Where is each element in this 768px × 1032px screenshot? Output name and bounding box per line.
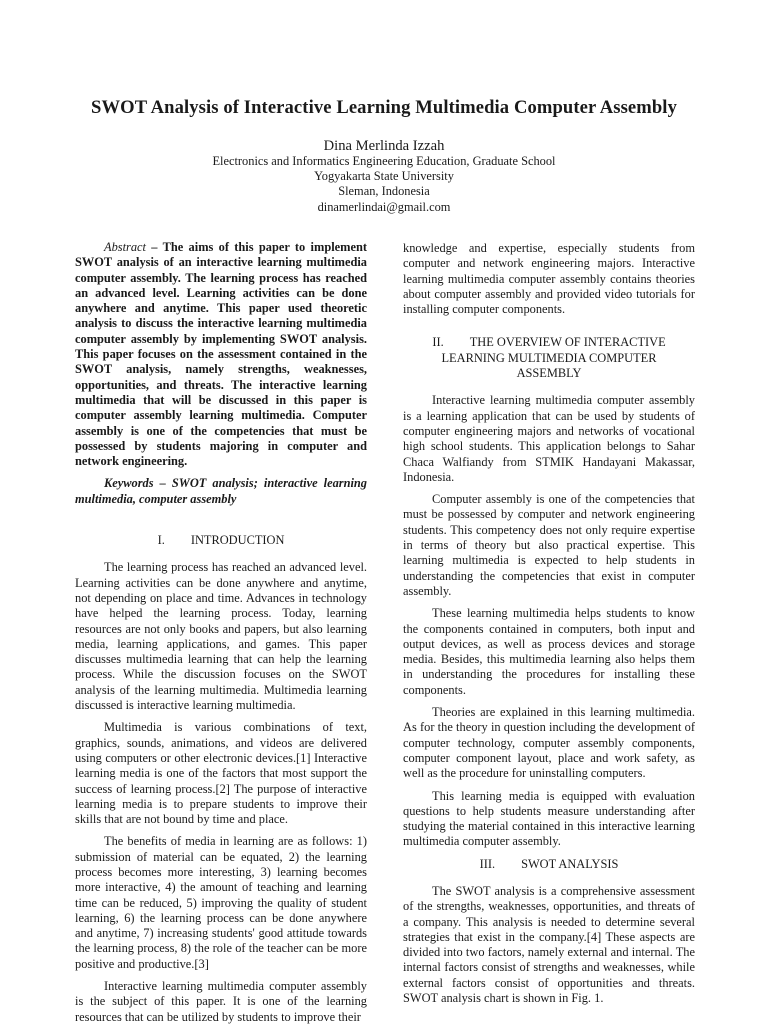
affiliation-location: Sleman, Indonesia	[338, 184, 430, 199]
section-title: SWOT ANALYSIS	[521, 856, 619, 871]
intro-paragraph-4-continued: knowledge and expertise, especially students from computer and network engineering majors. Interactive learning multimedia computer assembly contains theories about computer assembly and provided video tutorials for installing computer components.	[403, 241, 695, 317]
overview-paragraph-4: Theories are explained in this learning multimedia. As for the theory in question including the development of computer technology, computer assembly components, computer component layout, place and work safety, as well as the procedure for uninstalling computers.	[403, 705, 695, 781]
section-heading-overview	[403, 335, 695, 381]
overview-paragraph-3: These learning multimedia helps students to know the components contained in computers, both input and output devices, as well as process devices and storage media. Besides, this multimedia learning also helps them in understanding the procedures for installing these components.	[403, 606, 695, 697]
right-column	[403, 241, 695, 1013]
section-number: I.	[157, 533, 165, 548]
swot-paragraph-1: The SWOT analysis is a comprehensive assessment of the strengths, weaknesses, opportunities, and threats of a company. This analysis is needed to determine several strategies that exist in the company.[4] These aspects are divided into two factors, namely external and internal. The internal factors consist of strengths and weaknesses, while external factors consist of opportunities and threats. SWOT analysis chart is shown in Fig. 1.	[403, 883, 695, 1006]
author-email: dinamerlindai@gmail.com	[317, 199, 451, 214]
overview-paragraph-2: Computer assembly is one of the competencies that must be possessed by computer and network engineering students. This competency does not only require expertise in terms of theory but also practical expertise. This learning multimedia is expected to help students in understanding the competencies that exist in computer assembly.	[403, 492, 695, 598]
intro-paragraph-1: The learning process has reached an advanced level. Learning activities can be done anywhere and anytime, not depending on place and time. Advances in technology have helped the learning process. Today, learning resources are not only books and papers, but also learning media, learning applications, and games. This paper discusses multimedia learning that can help the learning process. While the discussion focuses on the SWOT analysis of the learning multimedia. Multimedia learning discussed is interactive learning multimedia.	[75, 560, 367, 713]
overview-paragraph-5: This learning media is equipped with evaluation questions to help students measure understanding after studying the material contained in this interactive learning multimedia computer assembly.	[403, 788, 695, 849]
intro-paragraph-3: The benefits of media in learning are as follows: 1) submission of material can be equated, 2) the learning process becomes more interesting, 3) learning becomes more interactive, 4) the amount of teaching and learning time can be reduced, 5) improving the quality of student learning, 6) the learning process can be done anywhere and anytime, 7) increasing students' good attitude towards the learning process, 8) the role of the teacher can be more positive and productive.[3]	[75, 834, 367, 971]
section-number: II.	[432, 335, 444, 350]
section-title-line-1: THE OVERVIEW OF INTERACTIVE	[469, 335, 666, 350]
left-column	[75, 240, 367, 1032]
paper-title: SWOT Analysis of Interactive Learning Multimedia Computer Assembly	[91, 97, 677, 118]
abstract-dash: –	[146, 240, 163, 254]
author-name: Dina Merlinda Izzah	[323, 138, 445, 154]
overview-paragraph-1: Interactive learning multimedia computer assembly is a learning application that can be used by students of computer engineering majors and networks of vocational high school students. This application belongs to Sahar Chaca Walfiandy from STMIK Handayani Makassar, Indonesia.	[403, 393, 695, 484]
section-title-line-3: ASSEMBLY	[516, 366, 582, 381]
section-heading-swot-analysis	[403, 857, 695, 872]
affiliation-department: Electronics and Informatics Engineering Education, Graduate School	[212, 154, 556, 168]
abstract	[75, 240, 367, 469]
intro-paragraph-4: Interactive learning multimedia computer assembly is the subject of this paper. It is one of the learning resources that can be utilized by students to improve their	[75, 979, 367, 1024]
affiliation-university: Yogyakarta State University	[314, 169, 454, 184]
intro-paragraph-2: Multimedia is various combinations of text, graphics, sounds, animations, and videos are delivered using computers or other electronic devices.[1] Interactive learning media is one of the factors that most support the success of learning process.[2] The purpose of interactive learning media is to prepare students to improve their skills that are not bound by time and place.	[75, 720, 367, 827]
section-number: III.	[479, 856, 496, 871]
keywords-label: Keywords	[104, 476, 154, 491]
section-title: INTRODUCTION	[190, 533, 285, 548]
keywords-dash: –	[153, 476, 172, 491]
section-heading-introduction	[75, 533, 367, 548]
abstract-label: Abstract	[104, 240, 146, 254]
keywords-text: SWOT analysis; interactive learning multimedia, computer assembly	[75, 476, 368, 506]
keywords	[75, 476, 367, 507]
abstract-text: The aims of this paper to implement SWOT analysis of an interactive learning multimedia computer assembly. The learning process has reached an advanced level. Learning activities can be done anywhere and anytime. This paper used theoretic analysis to discuss the interactive learning multimedia computer assembly by implementing SWOT analysis. This paper focuses on the assessment contained in the SWOT analysis, namely strengths, weaknesses, opportunities, and threats. The interactive learning multimedia that will be discussed in this paper is computer assembly learning multimedia. Computer assembly is one of the competencies that must be possessed by students majoring in computer and network engineering.	[75, 240, 367, 469]
section-title-line-2: LEARNING MULTIMEDIA COMPUTER	[441, 350, 657, 365]
author-affiliation	[0, 154, 768, 215]
